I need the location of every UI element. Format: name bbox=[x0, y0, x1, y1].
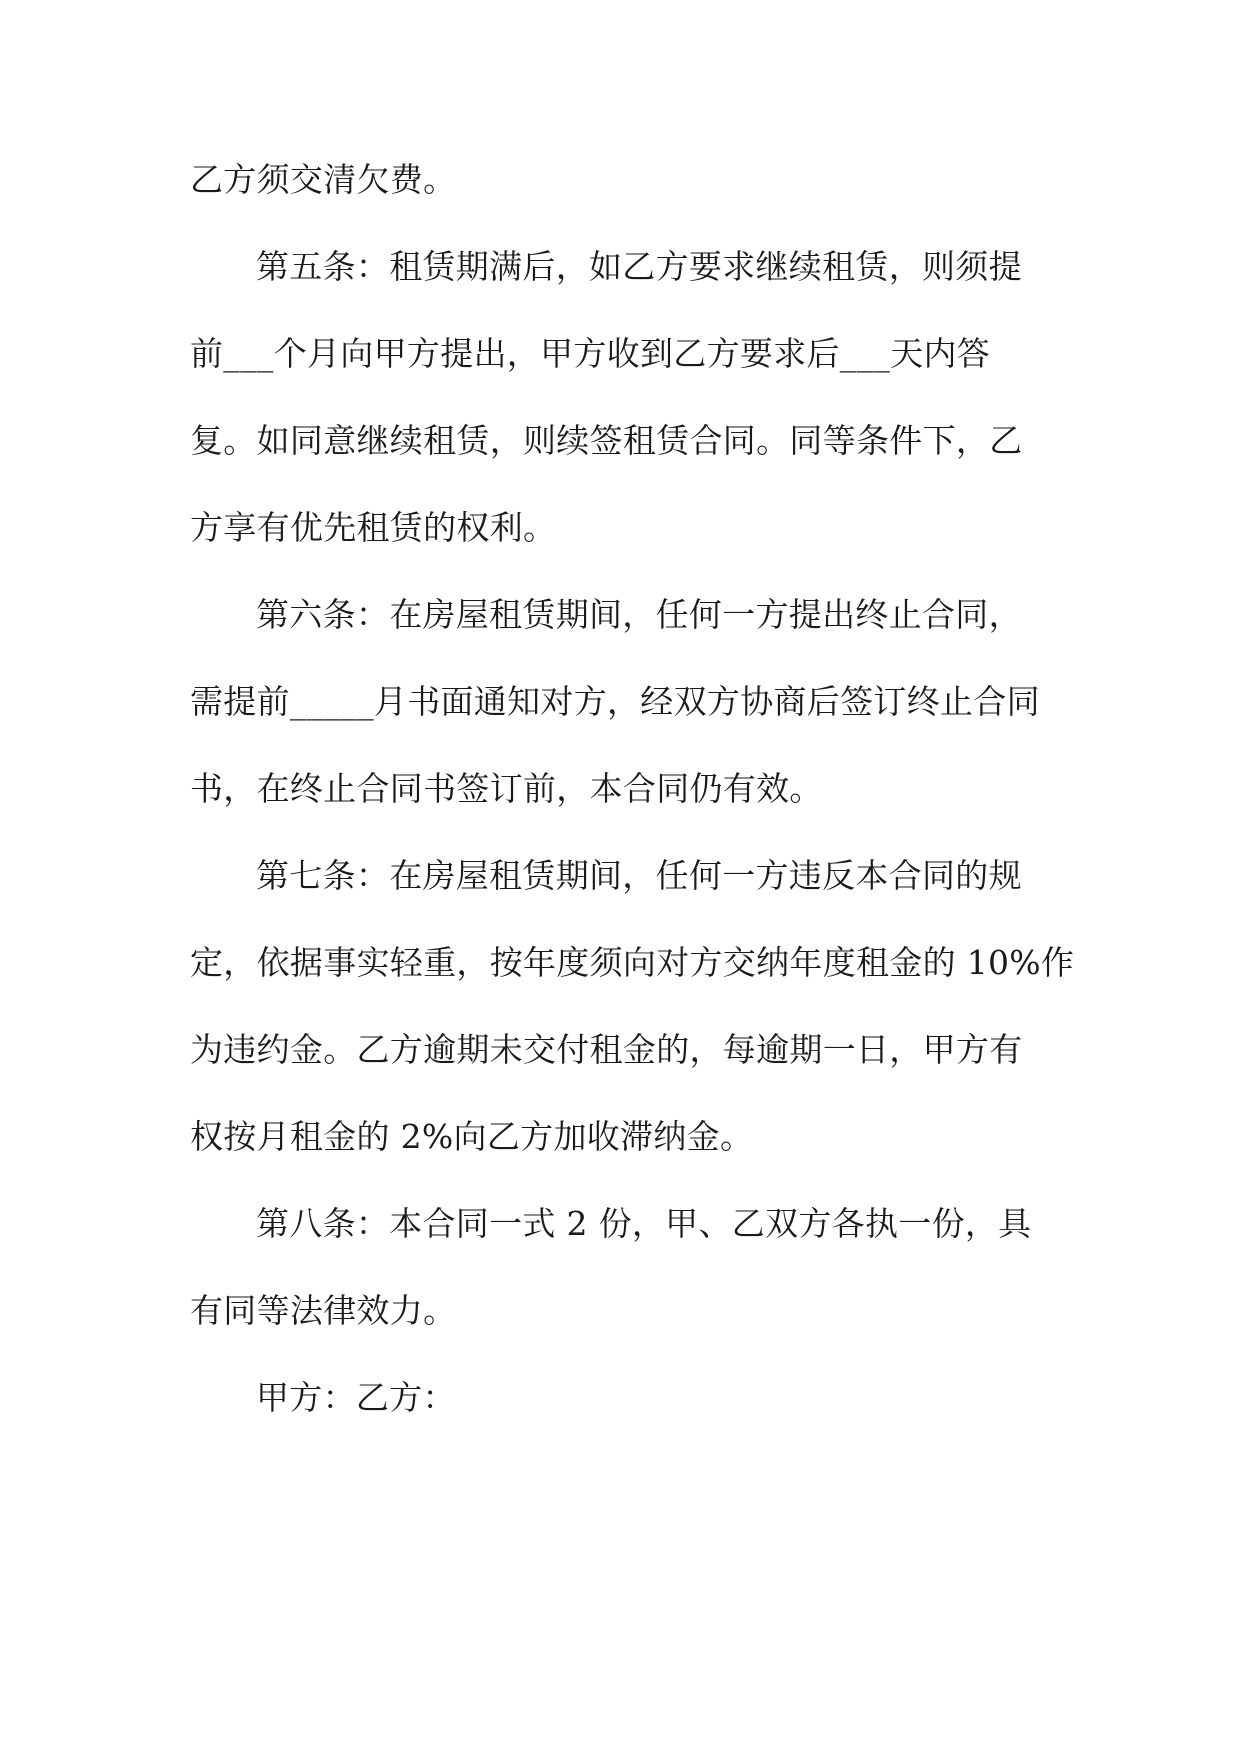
signature-line: 甲方：乙方： bbox=[256, 1378, 456, 1417]
clause-8-heading-line: 第八条：本合同一式 2 份，甲、乙双方各执一份，具 bbox=[256, 1204, 1032, 1243]
text-line: 权按月租金的 2%向乙方加收滞纳金。 bbox=[190, 1117, 754, 1156]
text-line: 定，依据事实轻重，按年度须向对方交纳年度租金的 10%作 bbox=[190, 943, 1075, 982]
text-line: 需提前_____月书面通知对方，经双方协商后签订终止合同 bbox=[190, 682, 1040, 721]
text-line: 方享有优先租赁的权利。 bbox=[190, 508, 557, 547]
clause-7-heading-line: 第七条：在房屋租赁期间，任何一方违反本合同的规 bbox=[256, 856, 1022, 895]
clause-6-heading-line: 第六条：在房屋租赁期间，任何一方提出终止合同， bbox=[256, 595, 1022, 634]
text-line: 书，在终止合同书签订前，本合同仍有效。 bbox=[190, 769, 823, 808]
clause-5-heading-line: 第五条：租赁期满后，如乙方要求继续租赁，则须提 bbox=[256, 247, 1022, 286]
text-line: 有同等法律效力。 bbox=[190, 1291, 457, 1330]
text-line: 为违约金。乙方逾期未交付租金的，每逾期一日，甲方有 bbox=[190, 1030, 1023, 1069]
text-line: 复。如同意继续租赁，则续签租赁合同。同等条件下，乙 bbox=[190, 421, 1023, 460]
text-line: 前___个月向甲方提出，甲方收到乙方要求后___天内答 bbox=[190, 334, 991, 373]
text-line: 乙方须交清欠费。 bbox=[190, 160, 457, 199]
